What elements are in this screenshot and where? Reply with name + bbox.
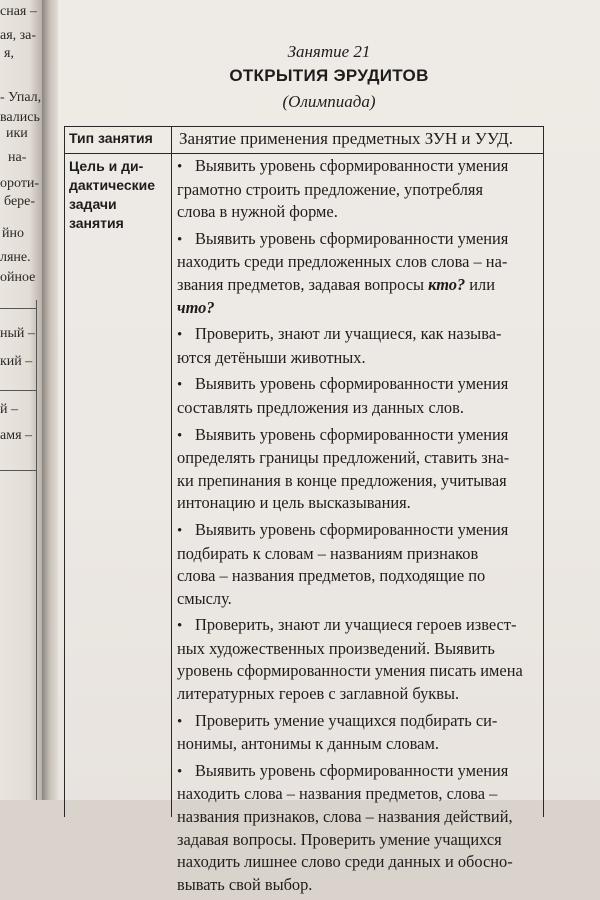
item-line: звания предметов, задавая вопросы — [177, 274, 425, 294]
item-line: определять границы предложений, ставить зна- — [177, 448, 510, 468]
left-page-text: ный – — [0, 326, 35, 341]
bullet-icon: • — [177, 327, 183, 344]
left-page-text: й – — [0, 402, 18, 417]
or-word: или — [469, 274, 495, 294]
lesson-subtitle: (Олимпиада) — [282, 92, 376, 111]
list-item — [177, 760, 537, 897]
item-line: Выявить уровень сформированности умения — [195, 519, 509, 539]
list-item — [177, 519, 537, 610]
bullet-icon: • — [177, 377, 183, 394]
item-line: подбирать к словам – названиям признаков — [177, 543, 479, 563]
item-line: Выявить уровень сформированности умения — [195, 424, 509, 444]
item-line: слова в нужной форме. — [177, 202, 338, 222]
left-page-text: я, — [4, 46, 14, 61]
left-page-text: на- — [8, 150, 27, 165]
item-line: ются детёныши животных. — [177, 347, 366, 367]
list-item — [177, 373, 537, 419]
left-page-text: ики — [6, 126, 28, 141]
item-line: Выявить уровень сформированности умения — [195, 374, 509, 394]
left-page-fragment — [0, 0, 42, 800]
item-line: Выявить уровень сформированности умения — [195, 156, 509, 175]
list-item — [177, 424, 537, 515]
item-line: уровень сформированности умения писать имена — [177, 661, 523, 681]
item-line: Проверить, знают ли учащиеся героев извест- — [195, 615, 517, 635]
bullet-icon: • — [177, 159, 183, 175]
left-table-rule — [0, 470, 36, 471]
bullet-icon: • — [177, 763, 183, 780]
aims-label — [69, 157, 167, 233]
item-line: составлять предложения из данных слов. — [177, 397, 464, 417]
item-line: задавая вопросы. Проверить умение учащихся — [177, 829, 502, 849]
question-word: что? — [177, 297, 215, 317]
lesson-title: ОТКРЫТИЯ ЭРУДИТОВ — [229, 66, 429, 85]
left-page-text: амя – — [0, 428, 33, 443]
lesson-type-label: Тип занятия — [69, 130, 153, 146]
left-table-rule — [0, 308, 36, 309]
left-page-text: ороти- — [0, 176, 40, 191]
left-page-text: ляне. — [0, 250, 31, 265]
question-word: кто? — [428, 274, 466, 294]
left-page-text: сная – — [0, 4, 37, 19]
left-page-text: ойное — [0, 270, 36, 285]
book-page — [58, 0, 600, 894]
left-page-text: бере- — [4, 194, 36, 209]
item-line: находить среди предложенных слов слова – на- — [177, 252, 508, 272]
list-item — [177, 710, 537, 756]
item-line: Выявить уровень сформированности умения — [195, 228, 509, 248]
left-table-rule — [0, 390, 36, 391]
bullet-icon: • — [177, 713, 183, 730]
lesson-table — [64, 126, 544, 894]
item-line: литературных героев с заглавной буквы. — [177, 684, 460, 704]
left-page-text: йно — [2, 226, 24, 241]
aims-list — [177, 155, 537, 900]
bullet-icon: • — [177, 231, 183, 248]
left-page-text: ая, за- — [0, 28, 37, 43]
aims-label-line: Цель и ди- — [69, 158, 144, 174]
left-page-text: - Упал, — [0, 90, 42, 105]
column-divider — [171, 127, 172, 817]
list-item — [177, 323, 537, 369]
list-item — [177, 155, 537, 224]
left-page-text: кий – — [0, 354, 33, 369]
item-line: Проверить, знают ли учащиеся, как называ- — [195, 324, 502, 344]
item-line: Проверить умение учащихся подбирать си- — [195, 710, 498, 730]
item-line: смыслу. — [177, 588, 232, 608]
item-line: названия признаков, слова – названия действий, — [177, 807, 513, 827]
item-line: ных художественных произведений. Выявить — [177, 638, 495, 658]
list-item — [177, 228, 537, 319]
aims-label-line: задачи — [69, 196, 117, 212]
item-line: грамотно строить предложение, употребляя — [177, 179, 484, 199]
item-line: Выявить уровень сформированности умения — [195, 760, 509, 780]
item-line: ки препинания в конце предложения, учитывая — [177, 470, 507, 490]
item-line: нонимы, антонимы к данным словам. — [177, 734, 439, 754]
item-line: находить слова – названия предметов, слова – — [177, 784, 498, 804]
list-item — [177, 614, 537, 705]
aims-label-line: занятия — [69, 215, 124, 231]
bullet-icon: • — [177, 427, 183, 444]
lesson-number: Занятие 21 — [287, 42, 371, 61]
item-line: слова – названия предметов, подходящие по — [177, 566, 486, 586]
lesson-type-value: Занятие применения предметных ЗУН и УУД. — [179, 129, 513, 148]
item-line: вывать свой выбор. — [177, 874, 313, 894]
left-table-border — [36, 300, 37, 800]
left-page-text: вались — [0, 110, 40, 125]
bullet-icon: • — [177, 618, 183, 635]
bullet-icon: • — [177, 522, 183, 539]
aims-label-line: дактические — [69, 177, 156, 193]
item-line: находить лишнее слово среди данных и обосно- — [177, 852, 513, 872]
item-line: интонацию и цель высказывания. — [177, 493, 411, 513]
header-row-divider — [65, 153, 543, 154]
